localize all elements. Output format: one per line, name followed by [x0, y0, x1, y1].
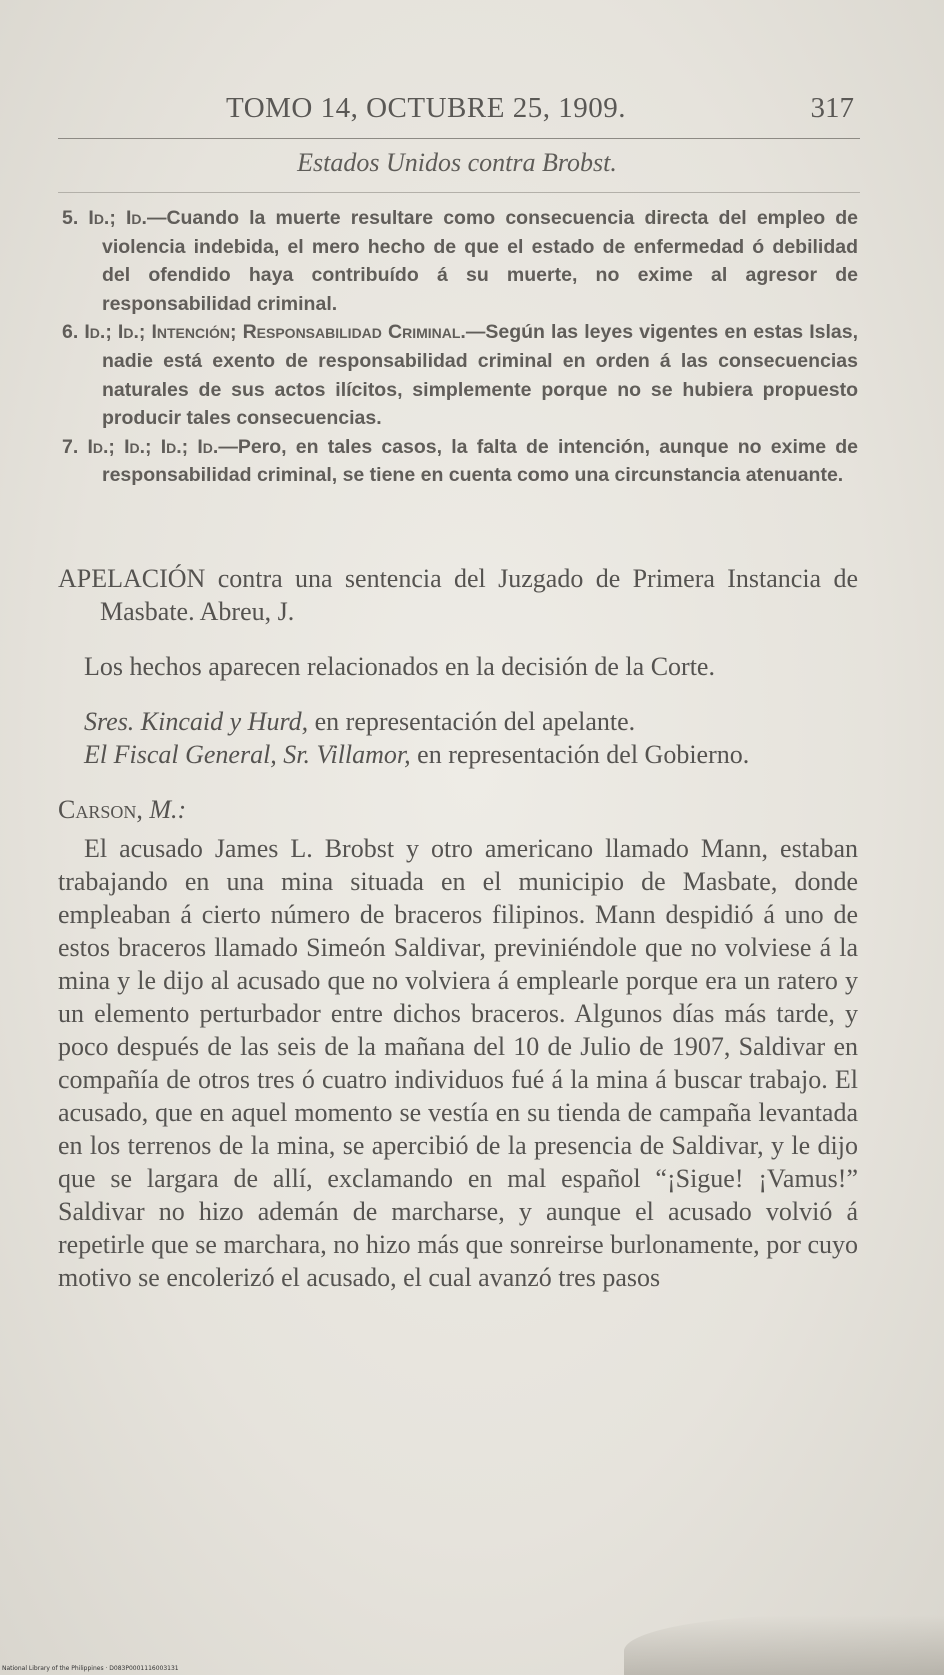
page-shadow	[624, 1615, 944, 1675]
opinion-paragraph	[58, 832, 858, 1294]
syllabus-text: —Cuando la muerte resultare como consecuencia directa del empleo de violencia indebida, el mero hecho de que el estado de enfermedad ó debilidad del ofendido haya contribuído á su muerte, no exime al agresor de responsabilidad criminal.	[102, 207, 858, 315]
syllabus-lead: Id.; Id.; Id.; Id.	[87, 435, 219, 458]
counsel-role: en representación del apelante.	[308, 707, 636, 736]
page-number: 317	[810, 92, 854, 124]
syllabus-item	[58, 318, 858, 432]
appeal-lead: APELACIÓN	[58, 564, 206, 593]
syllabus-lead: Id.; Id.; Intención; Responsabilidad Criminal.	[84, 321, 466, 344]
author-name: Carson,	[58, 795, 143, 824]
counsel-names: El Fiscal General, Sr. Villamor,	[84, 740, 411, 769]
case-title: Estados Unidos contra Brobst.	[297, 148, 617, 177]
opinion-quote: “¡Sigue! ¡Vamus!”	[655, 1164, 858, 1193]
opinion-author	[58, 793, 858, 826]
counsel-appellant	[58, 705, 858, 738]
syllabus-lead: Id.; Id.	[88, 207, 147, 229]
counsel-names: Sres. Kincaid y Hurd,	[84, 707, 309, 736]
counsel-role: en representación del Gobierno.	[410, 740, 750, 769]
counsel-government	[58, 738, 858, 771]
syllabus	[58, 204, 858, 490]
appeal-text: contra una sentencia del Juzgado de Primera Instancia de Masbate. Abreu, J.	[100, 564, 858, 626]
volume-date-title: TOMO 14, OCTUBRE 25, 1909.	[226, 92, 626, 124]
syllabus-item	[58, 433, 858, 490]
author-title: M.:	[142, 795, 187, 824]
syllabus-number: 6.	[62, 321, 79, 344]
appeal-paragraph	[58, 562, 858, 628]
facts-paragraph: Los hechos aparecen relacionados en la decisión de la Corte.	[84, 652, 715, 681]
syllabus-number: 5.	[62, 207, 79, 229]
main-text	[58, 562, 858, 1294]
running-header	[58, 88, 854, 128]
header-rule	[58, 138, 860, 139]
syllabus-text: —Pero, en tales casos, la falta de intención, aunque no exime de responsabilidad criminal, se tiene en cuenta como una circunstancia atenuante.	[102, 435, 858, 487]
syllabus-number: 7.	[62, 435, 79, 458]
opinion-text: El acusado James L. Brobst y otro americano llamado Mann, estaban trabajando en una mina situada en el municipio de Masbate, donde empleaban á cierto número de braceros filipinos. Mann despidió á uno de estos braceros llamado Simeón Saldivar, previniéndole que no volviese á la mina y le dijo al acusado que no volviera á emplearle porque era un ratero y un elemento perturbador entre dichos braceros. Algunos días más tarde, y poco después de las seis de la mañana del 10 de Julio de 1907, Saldivar en compañía de otros tres ó cuatro individuos fué á la mina á buscar trabajo. El acusado, que en aquel momento se vestía en su tienda de campaña levantada en los terrenos de la mina, se apercibió de la presencia de Saldivar, y le dijo que se largara de allí, exclamando en mal español	[58, 834, 858, 1193]
syllabus-text: —Según las leyes vigentes en estas Islas, nadie está exento de responsabilidad criminal en orden á las consecuencias naturales de sus actos ilícitos, simplemente porque no se hubiera propuesto producir tales consecuencias.	[102, 321, 858, 430]
syllabus-rule	[58, 192, 860, 193]
scan-footer: National Library of the Philippines · D083P0001116003131	[2, 1665, 179, 1672]
opinion-tail: Saldivar no hizo ademán de marcharse, y aunque el acusado volvió á repetirle que se marchara, no hizo más que sonreirse burlonamente, por cuyo motivo se encolerizó el acusado, el cual avanzó tres pasos	[58, 1197, 858, 1292]
syllabus-item	[58, 204, 858, 318]
